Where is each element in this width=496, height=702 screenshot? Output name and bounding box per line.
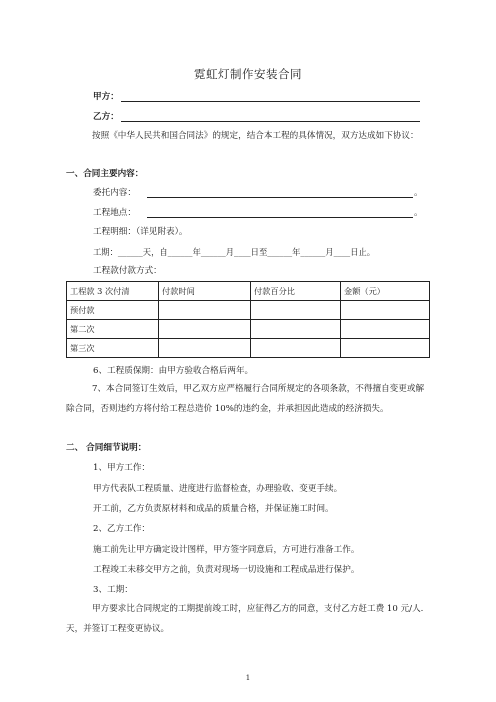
party-a-label: 甲方： (93, 92, 119, 102)
table-header-row (67, 282, 430, 301)
table-cell (341, 320, 430, 339)
table-cell (159, 301, 251, 320)
period-line: 工期：______天，自______年______月____日至______年______月____日止。 (93, 247, 376, 257)
party-a-blank (121, 101, 420, 102)
table-cell (159, 320, 251, 339)
table-header-cell: 付款百分比 (251, 282, 341, 301)
item-6: 6、工程质保期：由甲方验收合格后两年。 (93, 366, 254, 376)
detail-line: 工程明细：（详见附表）。 (93, 227, 188, 237)
page-number: 1 (245, 674, 251, 682)
document-title: 霓虹灯制作安装合同 (194, 67, 302, 81)
table-header-cell: 付款时间 (159, 282, 251, 301)
table-cell: 第三次 (67, 339, 159, 358)
payment-table (66, 281, 430, 358)
schedule-title: 3、工期： (93, 585, 133, 595)
table-header-cell: 金额（元） (341, 282, 430, 301)
intro-paragraph: 按照《中华人民共和国合同法》的规定，结合本工程的具体情况，双方达成如下协议： (92, 131, 419, 141)
item-7: 7、本合同签订生效后，甲乙双方应严格履行合同所规定的各项条款，不得擅自变更或解除合同，否则违约方将付给工程总造价 10%的违约金，并承担因此造成的经济损失。 (66, 384, 425, 414)
table-row (67, 320, 430, 339)
party-a-work-text-2: 开工前，乙方负责原材料和成品的质量合格，并保证施工时间。 (93, 504, 334, 514)
table-cell: 第二次 (67, 320, 159, 339)
payment-label: 工程款付款方式： (93, 266, 162, 276)
party-a-work-title: 1、甲方工作： (93, 463, 151, 473)
table-cell (251, 301, 341, 320)
party-a-work-text: 甲方代表队工程质量、进度进行监督检查，办理验收、变更手续。 (93, 484, 343, 494)
party-b-work-text-2: 工程竣工未移交甲方之前，负责对现场一切设施和工程成品进行保护。 (93, 565, 360, 575)
table-cell (251, 320, 341, 339)
party-b-work-text: 施工前先让甲方确定设计图样，甲方签字同意后，方可进行准备工作。 (93, 545, 360, 555)
table-cell (341, 301, 430, 320)
table-row (67, 339, 430, 358)
entrust-end: 。 (414, 188, 423, 198)
table-cell (251, 339, 341, 358)
entrust-label: 委托内容： (93, 188, 136, 198)
section1-heading: 一、合同主要内容： (66, 169, 144, 179)
section2-heading: 二、 合同细节说明： (66, 443, 147, 453)
table-header-cell: 工程款 3 次付清 (67, 282, 159, 301)
table-cell: 预付款 (67, 301, 159, 320)
table-row (67, 301, 430, 320)
location-blank (147, 217, 413, 218)
location-label: 工程地点： (93, 208, 136, 218)
table-cell (341, 339, 430, 358)
entrust-blank (147, 197, 413, 198)
party-b-blank (121, 121, 420, 122)
table-cell (159, 339, 251, 358)
schedule-text: 甲方要求比合同规定的工期提前竣工时，应征得乙方的同意，支付乙方赶工费 10 元/人.天，并签订工程变更协议。 (66, 604, 424, 634)
location-end: 。 (414, 208, 423, 218)
party-b-work-title: 2、乙方工作： (93, 524, 151, 534)
party-b-label: 乙方： (93, 112, 119, 122)
